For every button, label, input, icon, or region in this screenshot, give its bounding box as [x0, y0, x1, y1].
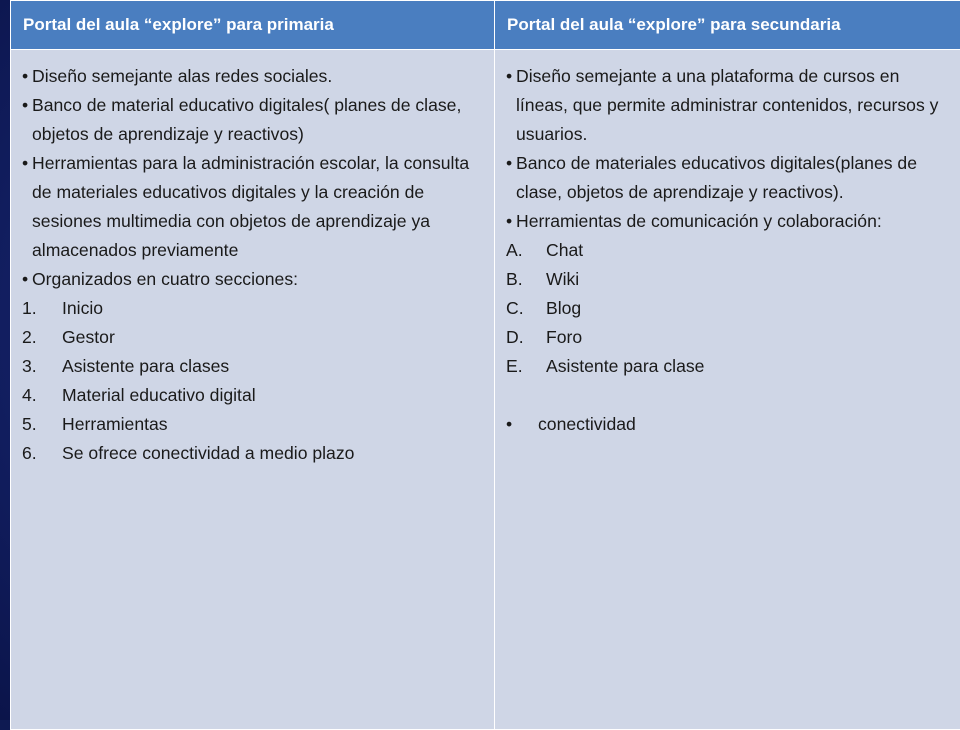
comparison-table [10, 0, 960, 730]
bullet-icon: • [506, 410, 512, 439]
numbered-item: 2. Gestor [22, 323, 484, 352]
lettered-item: A. Chat [506, 236, 955, 265]
bullet-icon: • [506, 149, 516, 178]
bullet-icon: • [22, 265, 32, 294]
header-secundaria: Portal del aula “explore” para secundaria [495, 1, 960, 50]
bullet-icon: • [22, 62, 32, 91]
lettered-item: B. Wiki [506, 265, 955, 294]
cell-primaria [11, 50, 495, 730]
lettered-item: C. Blog [506, 294, 955, 323]
bullet-item: • Herramientas de comunicación y colaboración: [506, 207, 955, 236]
bullet-item: • Herramientas para la administración escolar, la consulta de materiales educativos digitales y la creación de sesiones multimedia con objetos de aprendizaje ya almacenados previamente [22, 149, 484, 265]
numbered-item: 4. Material educativo digital [22, 381, 484, 410]
table-header-row [11, 1, 960, 50]
header-primaria: Portal del aula “explore” para primaria [11, 1, 495, 50]
bullet-item: • Banco de material educativo digitales( planes de clase, objetos de aprendizaje y reactivos) [22, 91, 484, 149]
table-row [11, 50, 960, 730]
bullet-item: • Diseño semejante alas redes sociales. [22, 62, 484, 91]
numbered-item: 1. Inicio [22, 294, 484, 323]
cell-secundaria [495, 50, 960, 730]
numbered-item: 3. Asistente para clases [22, 352, 484, 381]
bullet-item: • Diseño semejante a una plataforma de cursos en líneas, que permite administrar contenidos, recursos y usuarios. [506, 62, 955, 149]
lettered-item: D. Foro [506, 323, 955, 352]
bullet-item: • conectividad [506, 410, 955, 439]
bullet-icon: • [22, 149, 32, 178]
bullet-icon: • [506, 207, 516, 236]
blank-line [506, 381, 955, 410]
lettered-item: E. Asistente para clase [506, 352, 955, 381]
numbered-item: 6. Se ofrece conectividad a medio plazo [22, 439, 484, 468]
bullet-item: • Banco de materiales educativos digitales(planes de clase, objetos de aprendizaje y reactivos). [506, 149, 955, 207]
numbered-item: 5. Herramientas [22, 410, 484, 439]
bullet-icon: • [506, 62, 516, 91]
bullet-item: • Organizados en cuatro secciones: [22, 265, 484, 294]
bullet-icon: • [22, 91, 32, 120]
